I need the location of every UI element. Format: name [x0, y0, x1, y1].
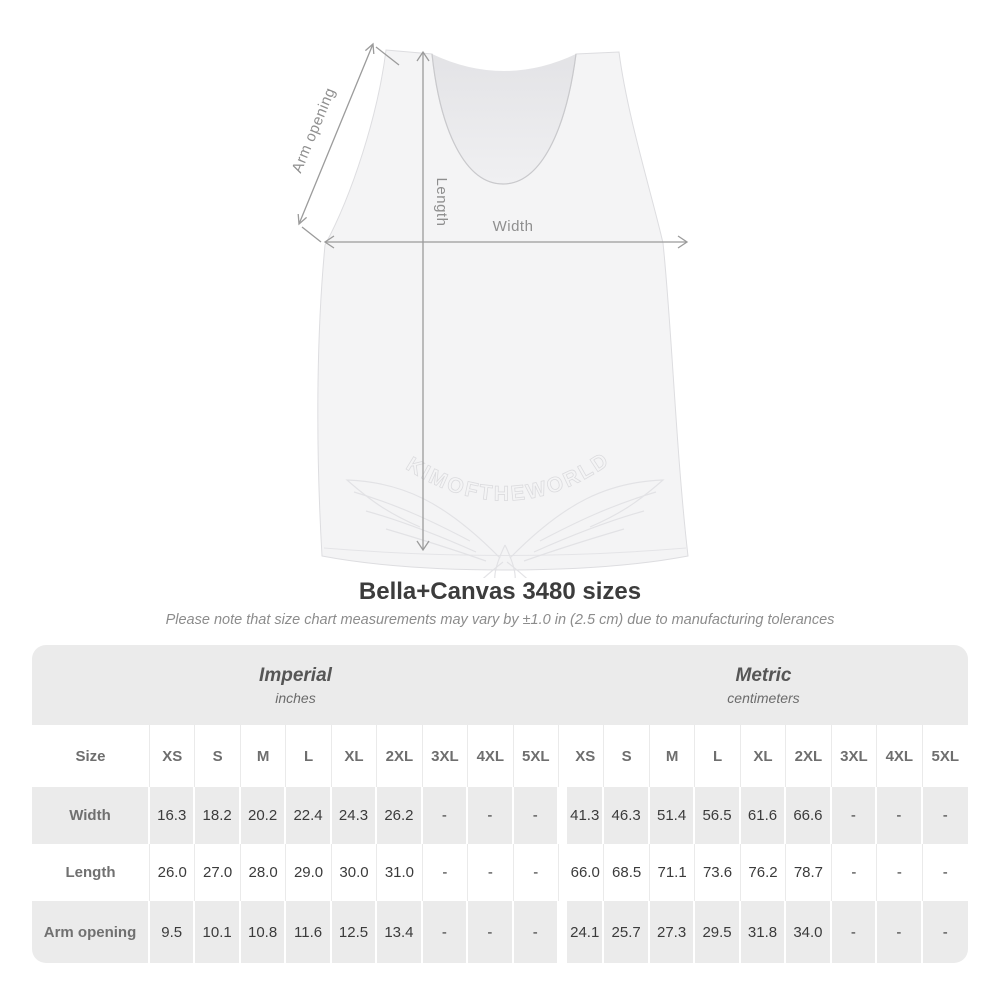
col-header-metric-xl: XL — [741, 725, 786, 787]
length-metric-xl: 76.2 — [741, 844, 786, 901]
row-label-arm-opening: Arm opening — [32, 901, 150, 963]
length-imperial-l: 29.0 — [286, 844, 331, 901]
length-metric-4xl: - — [877, 844, 922, 901]
length-imperial-xs: 26.0 — [150, 844, 195, 901]
arm-opening-imperial-m: 10.8 — [241, 901, 286, 963]
unit-group-metric — [559, 645, 968, 725]
arm-opening-imperial-xl: 12.5 — [332, 901, 377, 963]
arm-opening-imperial-2xl: 13.4 — [377, 901, 422, 963]
tolerance-note: Please note that size chart measurements may vary by ±1.0 in (2.5 cm) due to manufacturing tolerances — [165, 612, 835, 628]
col-header-metric-s: S — [604, 725, 649, 787]
width-imperial-4xl: - — [468, 787, 513, 844]
col-header-imperial-xs: XS — [150, 725, 195, 787]
length-imperial-2xl: 31.0 — [377, 844, 422, 901]
unit-group-imperial — [32, 645, 559, 725]
width-imperial-5xl: - — [514, 787, 559, 844]
arm-opening-imperial-5xl: - — [514, 901, 559, 963]
unit-group-metric-sublabel: centimeters — [727, 689, 800, 706]
arm-opening-imperial-xs: 9.5 — [150, 901, 195, 963]
length-metric-s: 68.5 — [604, 844, 649, 901]
arm-opening-metric-l: 29.5 — [695, 901, 740, 963]
row-label-length: Length — [32, 844, 150, 901]
col-header-imperial-s: S — [195, 725, 240, 787]
length-metric-3xl: - — [832, 844, 877, 901]
watermark-text: KIMOFTHEWORLD — [402, 447, 615, 506]
col-header-metric-m: M — [650, 725, 695, 787]
width-metric-xl: 61.6 — [741, 787, 786, 844]
width-imperial-3xl: - — [423, 787, 468, 844]
col-header-metric-2xl: 2XL — [786, 725, 831, 787]
arm-opening-imperial-l: 11.6 — [286, 901, 331, 963]
arm-opening-imperial-s: 10.1 — [195, 901, 240, 963]
width-label: Width — [492, 218, 534, 235]
width-metric-5xl: - — [923, 787, 968, 844]
col-header-metric-3xl: 3XL — [832, 725, 877, 787]
arm-opening-imperial-4xl: - — [468, 901, 513, 963]
size-column-header: Size — [32, 725, 150, 787]
length-imperial-xl: 30.0 — [332, 844, 377, 901]
unit-group-metric-label: Metric — [735, 664, 792, 686]
unit-group-imperial-label: Imperial — [259, 664, 332, 686]
length-metric-5xl: - — [923, 844, 968, 901]
width-metric-4xl: - — [877, 787, 922, 844]
width-metric-s: 46.3 — [604, 787, 649, 844]
col-header-metric-l: L — [695, 725, 740, 787]
arm-opening-metric-xl: 31.8 — [741, 901, 786, 963]
width-metric-l: 56.5 — [695, 787, 740, 844]
arm-opening-metric-5xl: - — [923, 901, 968, 963]
col-header-imperial-5xl: 5XL — [514, 725, 559, 787]
width-metric-3xl: - — [832, 787, 877, 844]
length-imperial-5xl: - — [514, 844, 559, 901]
col-header-imperial-4xl: 4XL — [468, 725, 513, 787]
length-imperial-3xl: - — [423, 844, 468, 901]
arm-opening-metric-m: 27.3 — [650, 901, 695, 963]
size-chart-table — [32, 645, 968, 963]
width-imperial-m: 20.2 — [241, 787, 286, 844]
length-imperial-m: 28.0 — [241, 844, 286, 901]
length-imperial-s: 27.0 — [195, 844, 240, 901]
length-label: Length — [433, 177, 450, 227]
width-metric-2xl: 66.6 — [786, 787, 831, 844]
width-imperial-xl: 24.3 — [332, 787, 377, 844]
page-title: Bella+Canvas 3480 sizes — [358, 578, 642, 605]
col-header-imperial-2xl: 2XL — [377, 725, 422, 787]
arm-opening-label: Arm opening — [288, 85, 340, 176]
width-imperial-l: 22.4 — [286, 787, 331, 844]
width-metric-xs: 41.3 — [559, 787, 604, 844]
length-metric-l: 73.6 — [695, 844, 740, 901]
col-header-imperial-3xl: 3XL — [423, 725, 468, 787]
unit-group-imperial-sublabel: inches — [275, 689, 316, 706]
width-metric-m: 51.4 — [650, 787, 695, 844]
width-imperial-2xl: 26.2 — [377, 787, 422, 844]
arm-opening-imperial-3xl: - — [423, 901, 468, 963]
row-label-width: Width — [32, 787, 150, 844]
width-imperial-xs: 16.3 — [150, 787, 195, 844]
length-metric-2xl: 78.7 — [786, 844, 831, 901]
length-metric-m: 71.1 — [650, 844, 695, 901]
col-header-imperial-l: L — [286, 725, 331, 787]
col-header-metric-5xl: 5XL — [923, 725, 968, 787]
length-imperial-4xl: - — [468, 844, 513, 901]
width-imperial-s: 18.2 — [195, 787, 240, 844]
col-header-metric-4xl: 4XL — [877, 725, 922, 787]
col-header-metric-xs: XS — [559, 725, 604, 787]
arm-opening-metric-3xl: - — [832, 901, 877, 963]
length-metric-xs: 66.0 — [559, 844, 604, 901]
col-header-imperial-m: M — [241, 725, 286, 787]
arm-opening-metric-xs: 24.1 — [559, 901, 604, 963]
arm-opening-metric-2xl: 34.0 — [786, 901, 831, 963]
arm-opening-metric-4xl: - — [877, 901, 922, 963]
arm-opening-metric-s: 25.7 — [604, 901, 649, 963]
col-header-imperial-xl: XL — [332, 725, 377, 787]
